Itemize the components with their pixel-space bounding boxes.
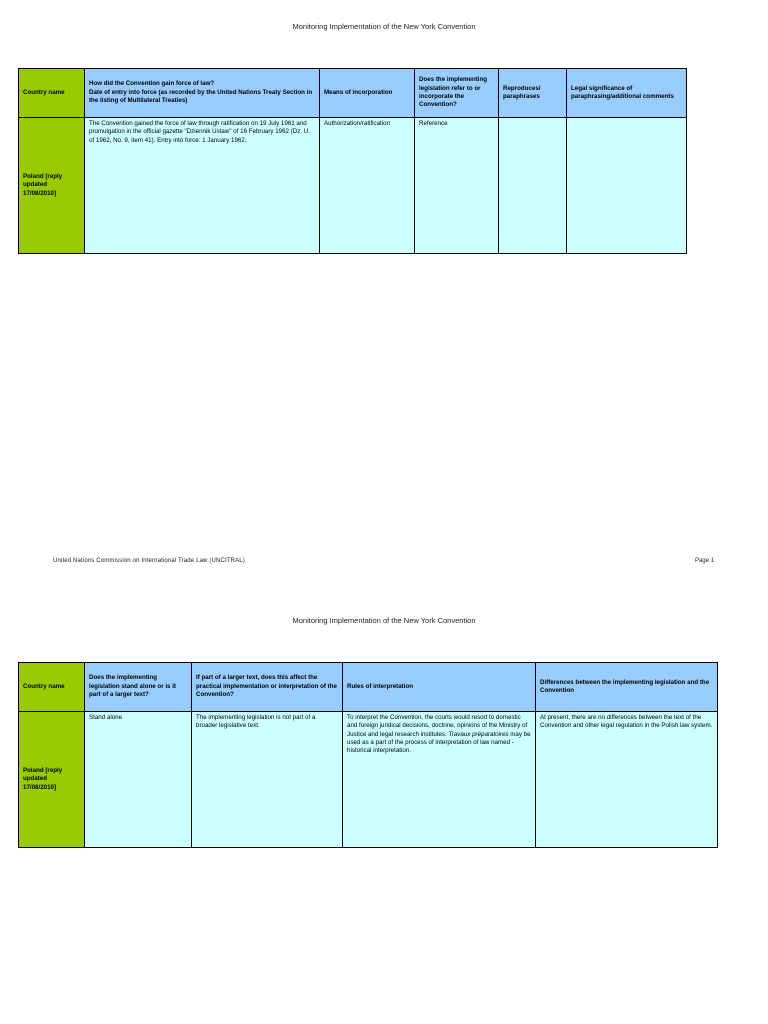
rules-text-before: To interpret the Convention, the courts would resort to domestic and foreign juridical decisions, doctrine, opinions of the Ministry of Justice and legal research institutes. <box>347 714 528 738</box>
cell-rules <box>343 712 536 848</box>
cell-differences: At present, there are no differences between the text of the Convention and other legal regulation in the Polish law system. <box>536 712 718 848</box>
header-rules-of-interpretation: Rules of interpretation <box>343 663 536 712</box>
cell-force-of-law: The Convention gained the force of law through ratification on 19 July 1961 and promulgation in the official gazette "Dziennik Ustaw" of 16 February 1962 (Dz. U. of 1962, No. 9, item 41). Entry into force: 1 January 1962. <box>85 118 320 254</box>
header-differences: Differences between the implementing legislation and the Convention <box>536 663 718 712</box>
rules-text-italic: Travaux préparatoires <box>448 730 509 738</box>
cell-refer: Reference <box>415 118 499 254</box>
table-row <box>19 712 718 848</box>
implementation-table-1 <box>18 68 687 254</box>
cell-country: Poland [reply updated 17/08/2010] <box>19 118 85 254</box>
cell-country: Poland [reply updated 17/08/2010] <box>19 712 85 848</box>
cell-larger-text: The implementing legislation is not part of a broader legislative text. <box>192 712 343 848</box>
header-means-of-incorporation: Means of incorporation <box>320 69 415 118</box>
header-force-of-law <box>85 69 320 118</box>
page-title-2: Monitoring Implementation of the New York Convention <box>292 616 476 625</box>
cell-reproduces <box>499 118 567 254</box>
table-header-row <box>19 663 718 712</box>
rules-text-after: may be used as a part of the process of interpretation of law named - historical interpretation. <box>347 730 531 755</box>
cell-stand-alone: Stand alone <box>85 712 192 848</box>
footer-page-number: Page 1 <box>694 558 714 564</box>
cell-legal <box>567 118 687 254</box>
header-country-name: Country name <box>19 69 85 118</box>
cell-means: Authorization/ratification <box>320 118 415 254</box>
header-force-q1: How did the Convention gain force of law? <box>89 80 215 88</box>
header-larger-text: If part of a larger text, does this affect the practical implementation or interpretation of the Convention? <box>192 663 343 712</box>
header-refer-incorporate: Does the implementing legislation refer to or incorporate the Convention? <box>415 69 499 118</box>
header-legal-significance: Legal significance of paraphrasing/additional comments <box>567 69 687 118</box>
page-title: Monitoring Implementation of the New York Convention <box>292 22 476 31</box>
footer-organization: United Nations Commission on International Trade Law (UNCITRAL) <box>53 558 245 564</box>
table-header-row <box>19 69 687 118</box>
header-force-q2: Date of entry into force (as recorded by the United Nations Treaty Section in the listing of Multilateral Treaties) <box>89 88 313 105</box>
header-country-name: Country name <box>19 663 85 712</box>
header-reproduces: Reproduces/ paraphrases <box>499 69 567 118</box>
implementation-table-2 <box>18 662 718 848</box>
table-row <box>19 118 687 254</box>
header-stand-alone: Does the implementing legislation stand alone or is it part of a larger text? <box>85 663 192 712</box>
